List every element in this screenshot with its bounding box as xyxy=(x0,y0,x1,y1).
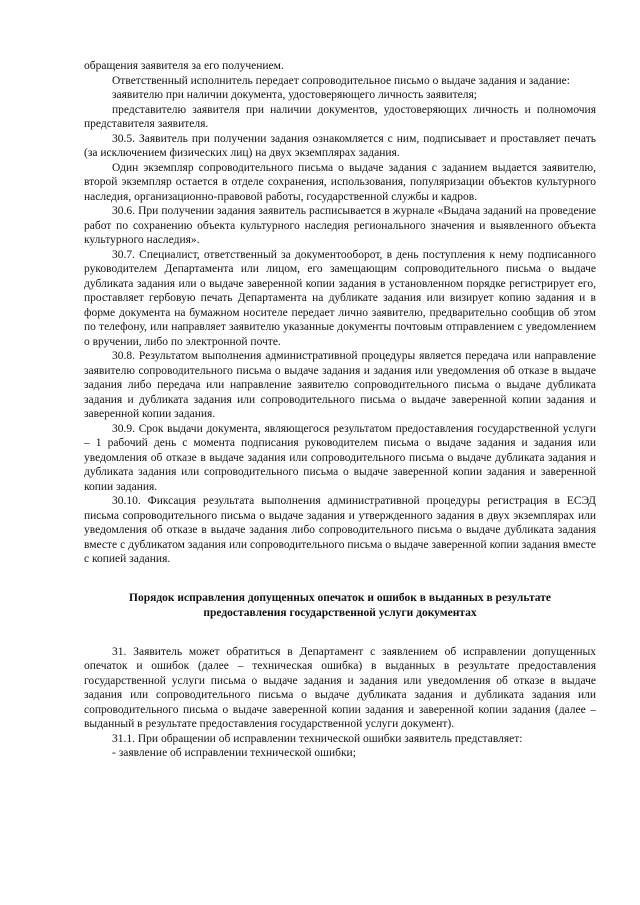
list-item: заявителю при наличии документа, удостоверяющего личность заявителя; xyxy=(112,89,477,101)
paragraph: 30.5. Заявитель при получении задания ознакомляется с ним, подписывает и проставляет печать (за исключением физических лиц) на двух экземплярах задания. xyxy=(84,132,596,159)
section-heading: Порядок исправления допущенных опечаток и ошибок в выданных в результате предоставления государственной услуги документах xyxy=(129,591,551,619)
paragraph: 30.6. При получении задания заявитель расписывается в журнале «Выдача заданий на проведение работ по сохранению объекта культурного наследия регионального значения и выявленного объекта культурного наследия». xyxy=(84,205,596,246)
paragraph: 31.1. При обращении об исправлении технической ошибки заявитель представляет: xyxy=(112,732,523,745)
paragraph: 30.7. Специалист, ответственный за документооборот, в день поступления к нему подписанного руководителем Департамента или лицом, его замещающим сопроводительного письма о выдаче дубликата задания или о выдаче заверенной копии задания в установленном порядке регистрирует его, проставляет гербовую печать Департамента на дубликате задания или визирует копию задания и в форме документа на бумажном носителе передает лично заявителю, предварительно сообщив об этом по телефону, или направляет заявителю указанные документы почтовым отправлением с уведомлением о вручении, либо по электронной почте. xyxy=(84,248,596,348)
paragraphs-top xyxy=(84,59,596,567)
paragraph: Один экземпляр сопроводительного письма о выдаче задания с заданием выдается заявителю, второй экземпляр остается в отделе сохранения, использования, популяризации объектов культурного наследия, организационно-правовой работы, государственной службы и кадров. xyxy=(84,161,596,203)
paragraph: 31. Заявитель может обратиться в Департамент с заявлением об исправлении допущенных опечаток и ошибок (далее – техническая ошибка) в выданных в результате предоставления государственной услуги письма о выдаче задания и задания или уведомления об отказе в выдаче задания или сопроводительного письма о выдаче дубликата задания и дубликата задания или сопроводительного письма о выдаче заверенной копии задания и заверенной копии задания (далее – выданный в результате предоставления государственной услуги документ). xyxy=(84,645,596,730)
paragraph: 30.9. Срок выдачи документа, являющегося результатом предоставления государственной услуги – 1 рабочий день с момента подписания руководителем письма о выдаче задания и задания или уведомления об отказе в выдаче задания или сопроводительного письма о выдаче дубликата задания и дубликата задания или сопроводительного письма о выдаче заверенной копии задания и заверенной копии задания. xyxy=(84,422,596,493)
list-item: представителю заявителя при наличии документов, удостоверяющих личность и полномочия представителя заявителя. xyxy=(84,103,596,130)
paragraph: Ответственный исполнитель передает сопроводительное письмо о выдаче задания и задание: xyxy=(112,74,570,87)
paragraph: 30.10. Фиксация результата выполнения административной процедуры регистрация в ЕСЭД письма сопроводительного письма о выдаче задания и утвержденного задания в двух экземплярах или уведомления об отказе в выдаче задания либо сопроводительного письма о выдаче дубликата задания вместе с дубликатом задания или сопроводительного письма о выдаче заверенной копии задания вместе с копией задания. xyxy=(84,495,596,565)
paragraph: 30.8. Результатом выполнения административной процедуры является передача или направление заявителю сопроводительного письма о выдаче задания и задания или уведомления об отказе в выдаче задания либо передача или направление заявителю сопроводительного письма о выдаче дубликата задания и дубликата задания или сопроводительного письма о выдаче заверенной копии задания и заверенной копии задания. xyxy=(84,350,596,420)
paragraphs-bottom xyxy=(84,645,596,761)
list-item: - заявление об исправлении технической ошибки; xyxy=(112,747,356,759)
paragraph: обращения заявителя за его получением. xyxy=(84,60,284,72)
